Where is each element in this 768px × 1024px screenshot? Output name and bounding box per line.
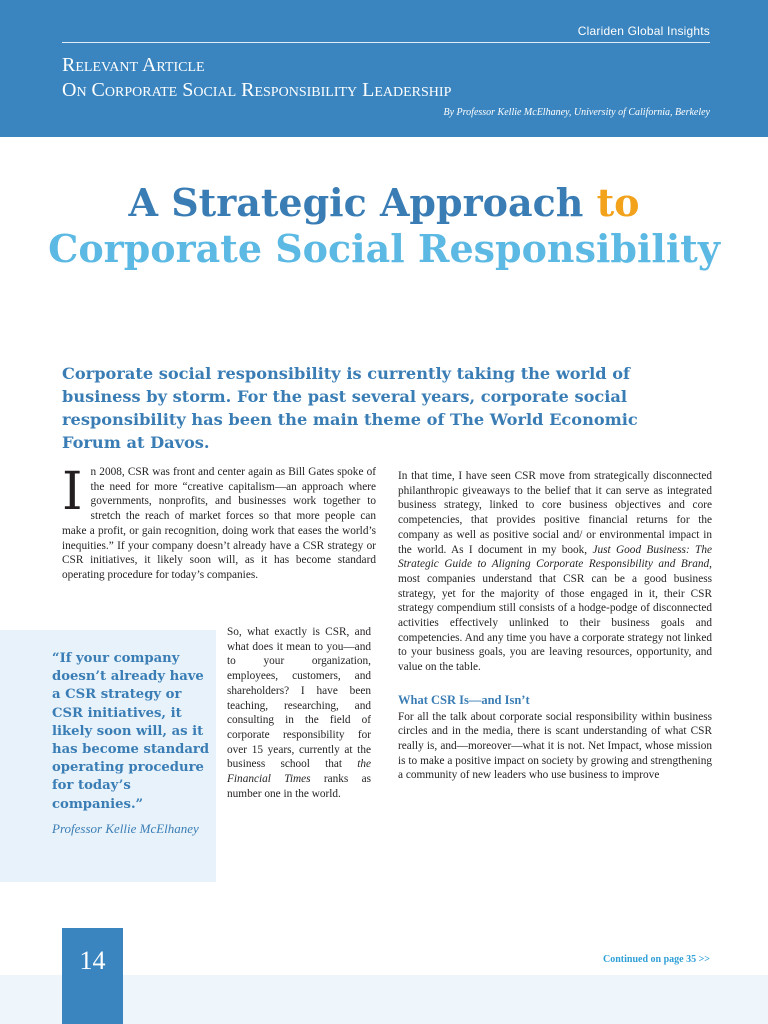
column-1-text: n 2008, CSR was front and center again as Bill Gates spoke of the need for more “creative capitalism—an approach where governments, nonprofits, and businesses work together to stretch the reach of market forces so that more people can make a profit, or gain recognition, doing work that eases the world’s inequities.” If your company doesn’t already have a CSR strategy or CSR initiatives, it likely soon will, as it has become standard operating procedure for today’s companies. xyxy=(62,466,376,581)
publication-name: Clariden Global Insights xyxy=(577,24,710,38)
page-number: 14 xyxy=(79,946,106,975)
article-lede: Corporate social responsibility is currently taking the world of business by storm. For the past several years, corporate social responsibility has been the main theme of The World Economic Forum at Davos. xyxy=(62,364,638,452)
column-3-text-2: , most companies understand that CSR can be a good business strategy, yet for the majority of those engaged in it, their CSR strategy compendium still consists of a hodge-podge of disconnected activities effectively unlinked to their business goals and competencies. And any time you have a corporate strategy not linked to your business goals, you are leaving resources, opportunity, and value on the table. xyxy=(398,558,712,674)
article-title xyxy=(0,180,768,272)
body-column-3 xyxy=(398,469,712,783)
section-kicker xyxy=(62,53,451,103)
column-3-para-2: For all the talk about corporate social responsibility within business circles and in the media, there is scant understanding of what CSR really is, and—moreover—what it is not. Net Impact, whose mission is to make a positive impact on society by growing and strengthening a community of new leaders who use business to improve xyxy=(398,710,712,782)
book-title: Just Good Business: The Strategic Guide to Aligning Corporate Responsibility and Brand xyxy=(398,543,712,571)
drop-cap: I xyxy=(62,462,83,522)
column-mid-text-1: So, what exactly is CSR, and what does it mean to you—and to your organization, employees, customers, and shareholders? I have been teaching, researching, and consulting in the field of corporate responsibility for over 15 years, currently at the business school that xyxy=(227,626,371,771)
column-3-text-1: In that time, I have seen CSR move from strategically disconnected philanthropic giveaways to the belief that it can serve as integrated business strategy, linked to core business objectives and core competencies, that provides positive financial returns for the company as well as positive social and/ or environmental impact in the world. As I document in my book, xyxy=(398,470,712,556)
header-divider xyxy=(62,42,710,43)
header-banner xyxy=(0,0,768,137)
body-column-middle xyxy=(227,625,371,801)
pull-quote-box xyxy=(0,630,216,882)
continued-link[interactable]: Continued on page 35 >> xyxy=(603,954,710,965)
pull-quote-attribution: Professor Kellie McElhaney xyxy=(52,821,199,836)
title-part-3: Corporate Social Responsibility xyxy=(48,226,720,271)
column-mid-italic: the Financial Times xyxy=(227,758,371,786)
kicker-line-1: Relevant Article xyxy=(62,54,205,76)
page-number-box xyxy=(62,928,123,1024)
section-subhead: What CSR Is—and Isn’t xyxy=(398,692,530,707)
column-mid-text-2: ranks as number one in the world. xyxy=(227,773,372,800)
author-byline: By Professor Kellie McElhaney, University of California, Berkeley xyxy=(443,107,710,118)
kicker-line-2: On Corporate Social Responsibility Leadership xyxy=(62,79,452,101)
title-part-2: to xyxy=(596,180,640,225)
body-column-1 xyxy=(62,462,376,583)
pull-quote-text: “If your company doesn’t already have a CSR strategy or CSR initiatives, it likely soon will, as it has become standard operating procedure for today’s companies.” xyxy=(52,651,210,812)
title-part-1: A Strategic Approach xyxy=(128,180,584,225)
